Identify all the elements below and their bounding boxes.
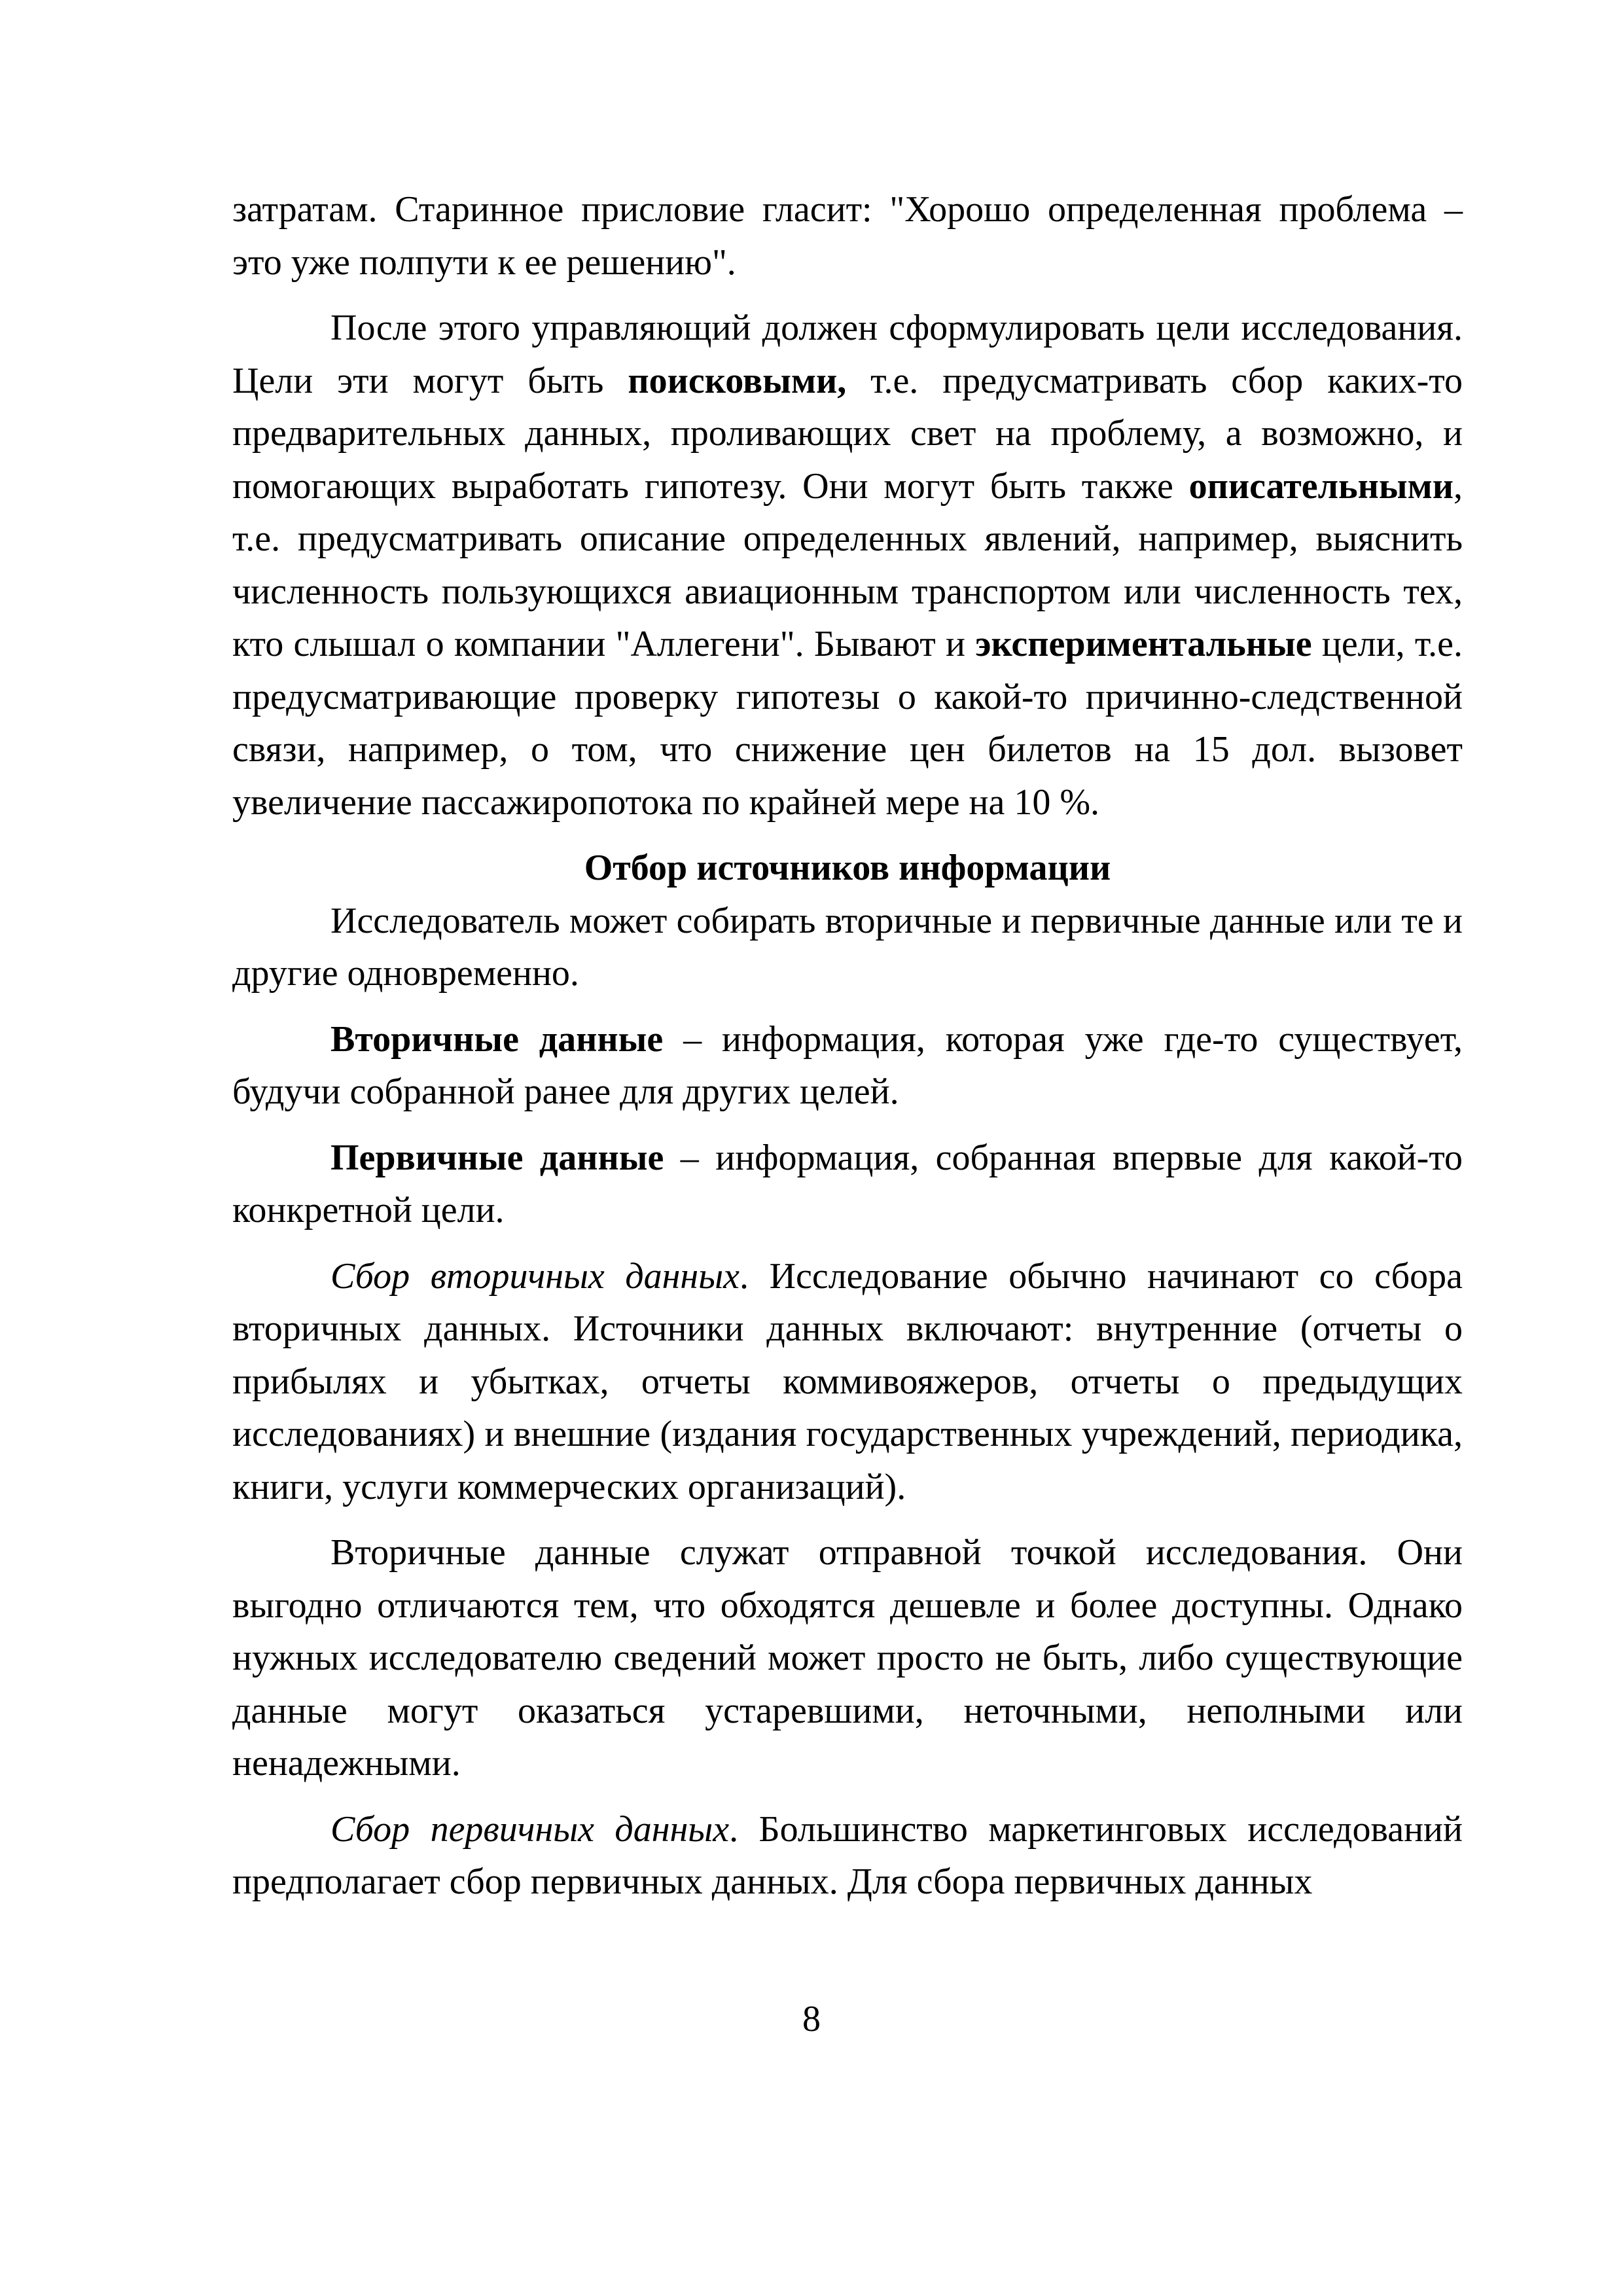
paragraph-continuation bbox=[232, 183, 1463, 289]
italic-term-secondary-collection: Сбор вторичных данных bbox=[330, 1255, 740, 1297]
paragraph-primary-definition bbox=[232, 1132, 1463, 1237]
bold-term-secondary-data: Вторичные данные bbox=[330, 1018, 664, 1060]
paragraph-text: После этого управляющий должен сформулировать цели исследования. Цели эти могут быть bbox=[232, 308, 1463, 401]
paragraph-text: . Большинство маркетинговых исследований предполагает сбор первичных данных. Для сбора первичных данных bbox=[232, 1808, 1463, 1902]
paragraph-text: – информация, которая уже где-то существует, будучи собранной ранее для других целей. bbox=[232, 1018, 1463, 1112]
paragraph-text: . Исследование обычно начинают со сбора вторичных данных. Источники данных включают: внутренние (отчеты о прибылях и убытках, отчеты коммивояжеров, отчеты о предыдущих исследованиях) и внешние (издания государственных учреждений, периодика, книги, услуги коммерческих организаций). bbox=[232, 1255, 1463, 1507]
paragraph-text: , т.е. предусматривать описание определенных явлений, например, выяснить численность пользующихся авиационным транспортом или численность тех, кто слышал о компании "Аллегени". Бывают и bbox=[232, 465, 1463, 664]
body-text bbox=[232, 183, 1463, 1909]
paragraph-secondary-collection bbox=[232, 1250, 1463, 1514]
italic-term-primary-collection: Сбор первичных данных bbox=[330, 1808, 730, 1850]
paragraph-text: – информация, собранная впервые для какой-то конкретной цели. bbox=[232, 1137, 1463, 1230]
bold-term-exploratory: поисковыми, bbox=[628, 360, 847, 401]
page-number: 8 bbox=[802, 1999, 821, 2039]
section-heading: Отбор источников информации bbox=[584, 848, 1111, 888]
bold-term-experimental: экспериментальные bbox=[975, 624, 1312, 664]
paragraph-text: затратам. Старинное присловие гласит: "Хорошо определенная проблема – это уже полпути к ее решению". bbox=[232, 189, 1463, 283]
paragraph-research-goals bbox=[232, 302, 1463, 829]
paragraph-text: Исследователь может собирать вторичные и первичные данные или те и другие одновременно. bbox=[232, 900, 1463, 994]
bold-term-primary-data: Первичные данные bbox=[330, 1137, 664, 1178]
paragraph-text: цели, т.е. предусматривающие проверку гипотезы о какой-то причинно-следственной связи, например, о том, что снижение цен билетов на 15 дол. вызовет увеличение пассажиропотока по крайней мере на 10 %. bbox=[232, 624, 1463, 823]
paragraph-primary-collection bbox=[232, 1803, 1463, 1909]
paragraph-secondary-definition bbox=[232, 1013, 1463, 1119]
paragraph-data-types bbox=[232, 895, 1463, 1000]
bold-term-descriptive: описательными bbox=[1188, 465, 1454, 507]
paragraph-text: т.е. предусматривать сбор каких-то предварительных данных, проливающих свет на проблему, а возможно, и помогающих выработать гипотезу. Они могут быть также bbox=[232, 360, 1463, 507]
paragraph-text: Вторичные данные служат отправной точкой исследования. Они выгодно отличаются тем, что обходятся дешевле и более доступны. Однако нужных исследователю сведений может просто не быть, либо существующие данные могут оказаться устаревшими, неточными, неполными или ненадежными. bbox=[232, 1532, 1463, 1784]
paragraph-secondary-advantages bbox=[232, 1526, 1463, 1790]
